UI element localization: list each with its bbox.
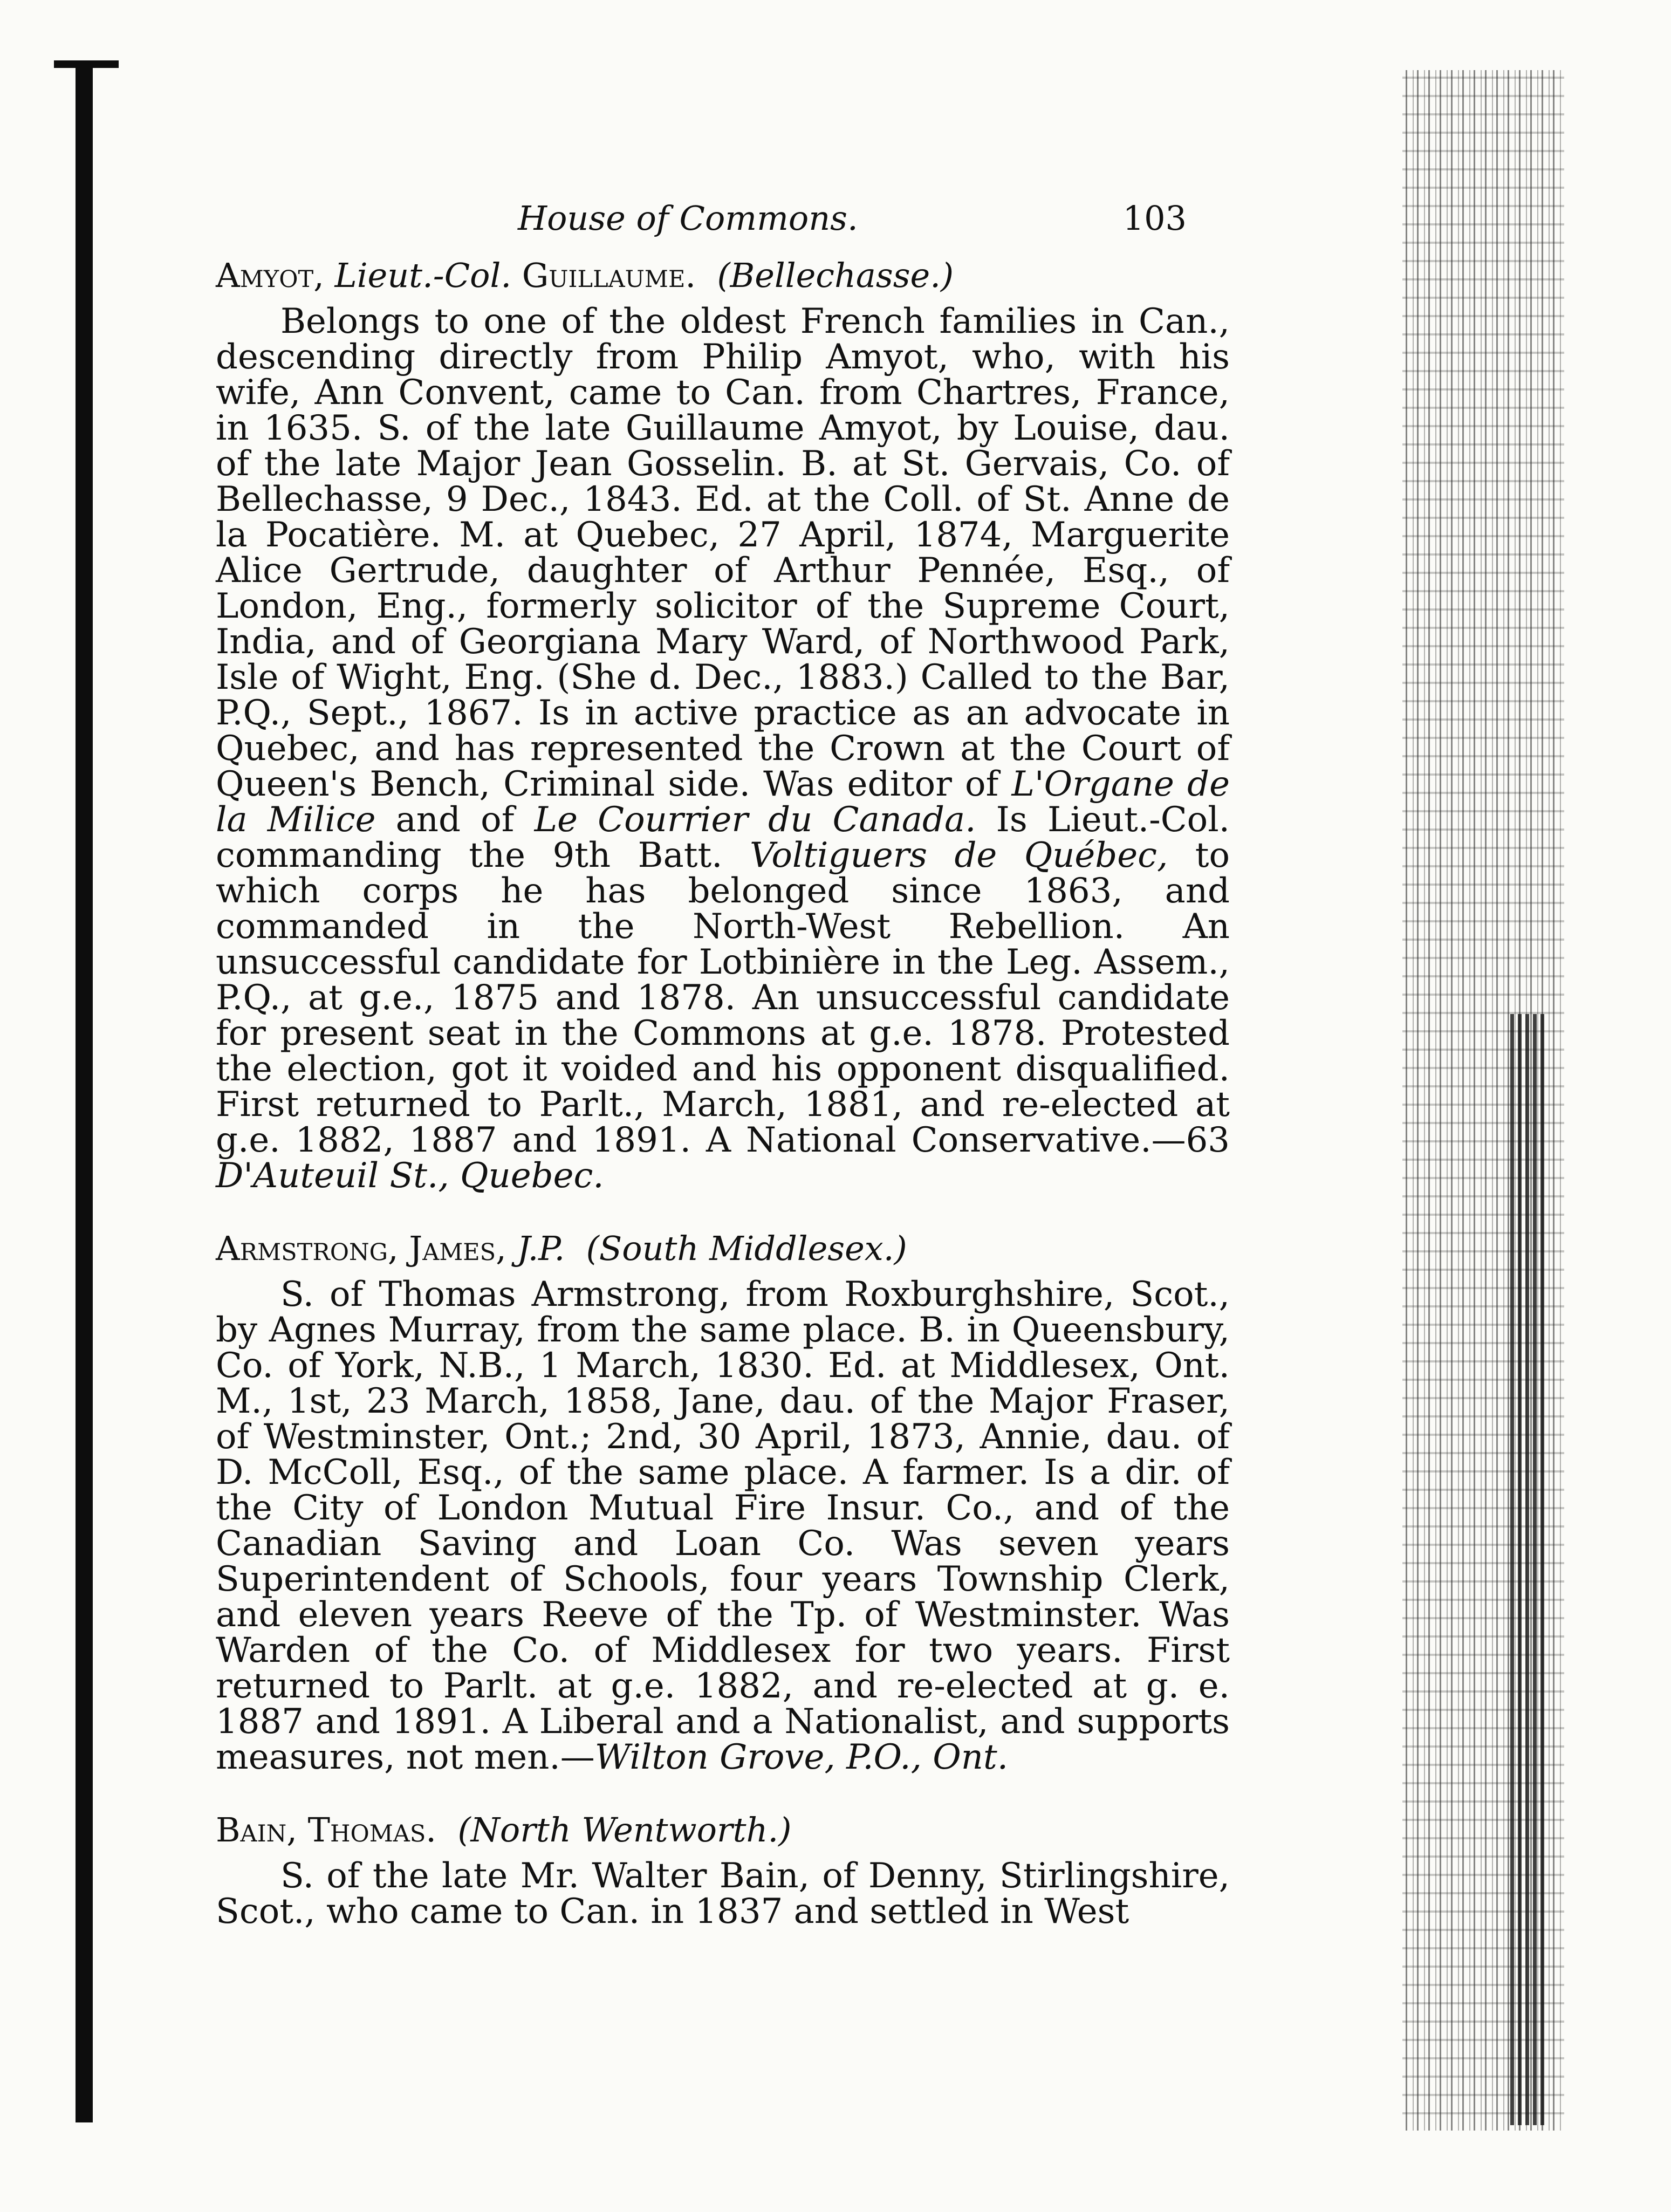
text-run: and of [375, 800, 535, 840]
italic-run: Wilton Grove, P.O., Ont. [594, 1737, 1009, 1777]
entry-given-name: Guillaume [522, 256, 686, 295]
entry-given-name: Thomas. [307, 1810, 437, 1850]
entry-surname: Amyot [216, 256, 314, 295]
entry-body-amyot [216, 304, 1230, 1194]
italic-run: L'Organe de la Milice [216, 764, 1230, 840]
text-run: S. of the late Mr. Walter Bain, of Denny, Stirlingshire, Scot., who came to Can. in 1837 and settled in West [216, 1856, 1230, 1932]
entry-heading-bain: Bain, Thomas. (North Wentworth.) [216, 1810, 792, 1850]
entry-body-bain [216, 1856, 1230, 1932]
running-title: House of Commons. [518, 198, 858, 238]
entry-constituency: (North Wentworth.) [457, 1810, 792, 1850]
italic-run: Le Courrier du Canada. [534, 800, 976, 840]
entry-heading-amyot: Amyot, Lieut.-Col. Guillaume. (Bellechasse.) [216, 256, 954, 295]
italic-run: D'Auteuil St., Quebec. [216, 1156, 604, 1196]
entry-surname: Armstrong [216, 1229, 388, 1268]
scan-margin-noise-dark [1510, 1014, 1548, 2125]
page-content [216, 256, 1230, 1932]
entry-constituency: (South Middlesex.) [586, 1229, 907, 1268]
italic-run: Voltiguers de Québec, [749, 836, 1168, 875]
entry-body-armstrong [216, 1277, 1230, 1775]
entry-title: J.P. [517, 1229, 565, 1268]
binding-edge [76, 62, 93, 2122]
entry-surname: Bain [216, 1810, 287, 1850]
entry-given-name: James [409, 1229, 496, 1268]
text-run: to which corps he has belonged since 1863, and commanded in the North-West Rebellion. An unsuccessful candidate for Lotbinière in the Leg. Assem., P.Q., at g.e., 1875 and 1878. An unsuccessful candidate for present seat in the Commons at g.e. 1878. Protested the election, got it voided and his opponent disqualified. First returned to Parlt., March, 1881, and re-elected at g.e. 1882, 1887 and 1891. A National Conservative.—63 [216, 836, 1230, 1160]
entry-heading-armstrong: Armstrong, James, J.P. (South Middlesex.) [216, 1229, 907, 1268]
entry-title: Lieut.-Col. [334, 256, 512, 295]
text-run: S. of Thomas Armstrong, from Roxburghshire, Scot., by Agnes Murray, from the same place. B. in Queensbury, Co. of York, N.B., 1 March, 1830. Ed. at Middlesex, Ont. M., 1st, 23 March, 1858, Jane, dau. of the Major Fraser, of Westminster, Ont.; 2nd, 30 April, 1873, Annie, dau. of D. McColl, Esq., of the same place. A farmer. Is a dir. of the City of London Mutual Fire Insur. Co., and of the Canadian Saving and Loan Co. Was seven years Superintendent of Schools, four years Township Clerk, and eleven years Reeve of the Tp. of Westminster. Was Warden of the Co. of Middlesex for two years. First returned to Parlt. at g.e. 1882, and re-elected at g. e. 1887 and 1891. A Liberal and a Nationalist, and supports measures, not men.— [216, 1275, 1230, 1777]
text-run: Is Lieut.-Col. commanding the 9th Batt. [216, 800, 1230, 875]
page-number: 103 [1122, 198, 1187, 238]
text-run: Belongs to one of the oldest French families in Can., descending directly from Philip Amyot, who, with his wife, Ann Convent, came to Can. from Chartres, France, in 1635. S. of the late Guillaume Amyot, by Louise, dau. of the late Major Jean Gosselin. B. at St. Gervais, Co. of Bellechasse, 9 Dec., 1843. Ed. at the Coll. of St. Anne de la Pocatière. M. at Quebec, 27 April, 1874, Marguerite Alice Gertrude, daughter of Arthur Pennée, Esq., of London, Eng., formerly solicitor of the Supreme Court, India, and of Georgiana Mary Ward, of Northwood Park, Isle of Wight, Eng. (She d. Dec., 1883.) Called to the Bar, P.Q., Sept., 1867. Is in active practice as an advocate in Quebec, and has represented the Crown at the Court of Queen's Bench, Criminal side. Was editor of [216, 302, 1230, 804]
entry-constituency: (Bellechasse.) [717, 256, 954, 295]
